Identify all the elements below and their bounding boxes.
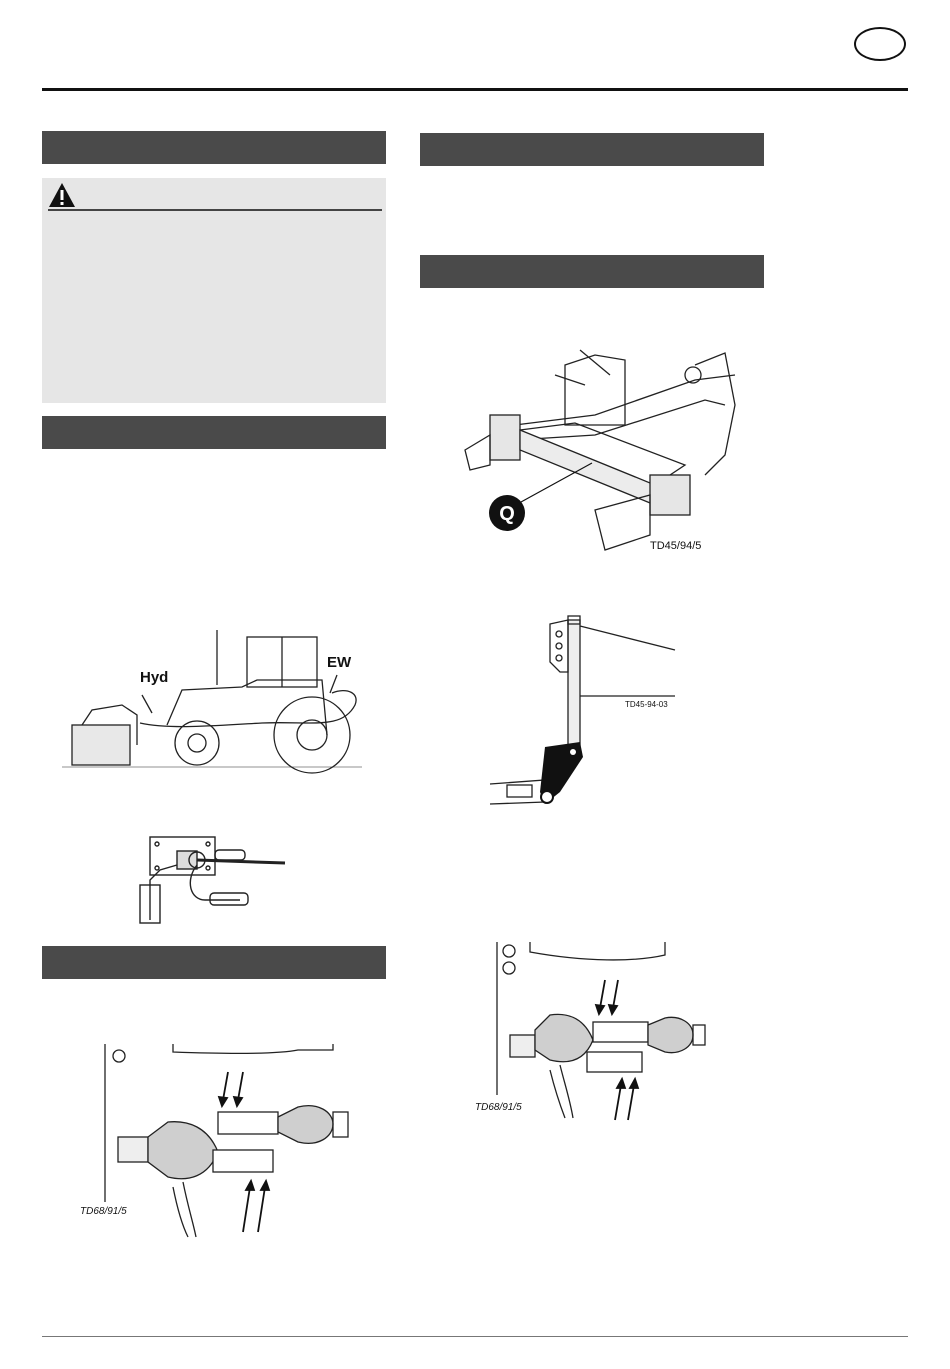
section-header-bar-5	[420, 255, 764, 288]
section-header-bar-2	[42, 416, 386, 449]
header-rule	[42, 88, 908, 91]
section-header-bar-1	[42, 131, 386, 164]
callout-q-label: Q	[499, 503, 515, 525]
lift-arm-code: TD45-94-03	[625, 700, 668, 709]
three-point-frame-drawing	[455, 345, 750, 565]
driveshaft-drawing-right	[475, 940, 725, 1125]
driveshaft-figure-left	[78, 1042, 363, 1242]
language-badge	[854, 27, 906, 61]
lift-arm-drawing	[485, 612, 685, 812]
ew-label: EW	[327, 654, 352, 671]
tractor-figure	[62, 625, 372, 775]
lift-arm-figure	[485, 612, 685, 812]
tractor-drawing	[62, 625, 372, 775]
warning-divider	[48, 209, 382, 211]
driveshaft-left-code: TD68/91/5	[80, 1206, 127, 1217]
three-point-frame-code: TD45/94/5	[650, 540, 702, 552]
warning-triangle-icon	[48, 182, 76, 208]
warning-box	[42, 178, 386, 403]
section-header-bar-3	[42, 946, 386, 979]
valve-drawing	[135, 835, 290, 925]
footer-rule	[42, 1336, 908, 1337]
valve-figure	[135, 835, 290, 925]
section-header-bar-4	[420, 133, 764, 166]
driveshaft-right-code: TD68/91/5	[475, 1102, 522, 1113]
three-point-frame-figure	[455, 345, 750, 565]
hyd-label: Hyd	[140, 669, 169, 686]
driveshaft-figure-right	[475, 940, 725, 1125]
driveshaft-drawing-left	[78, 1042, 363, 1242]
